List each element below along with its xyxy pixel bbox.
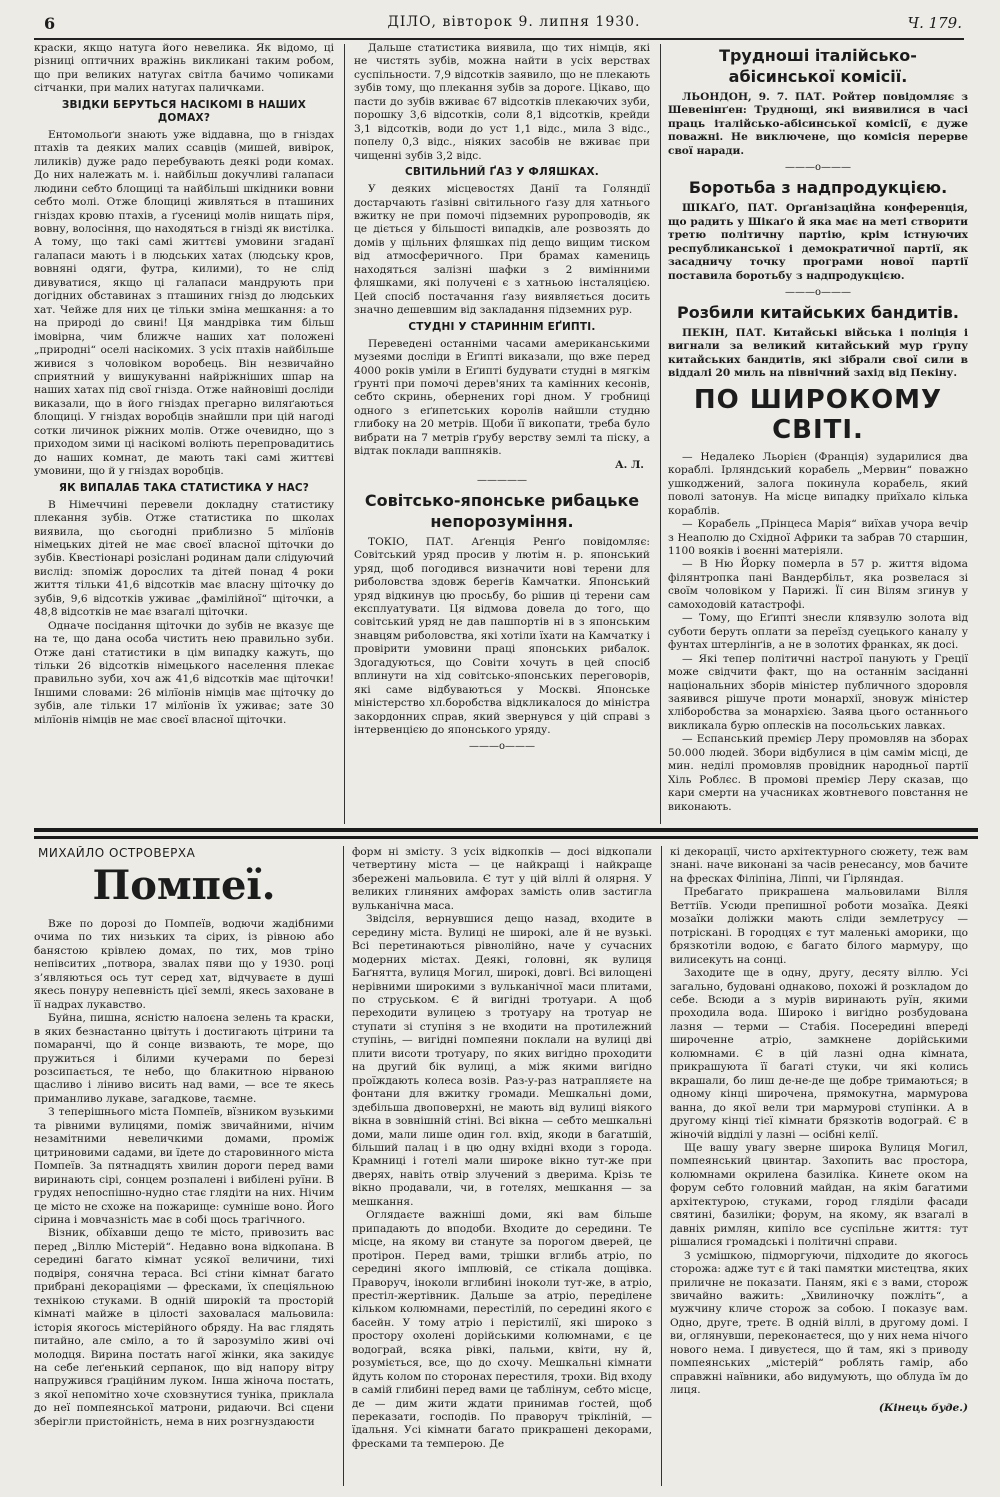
- column-divider: [343, 846, 344, 1486]
- column-divider: [660, 44, 661, 824]
- section-divider-band: [34, 828, 978, 839]
- paragraph: Звідсіля, вернувшися дещо назад, входите в середину міста. Вулиці не широкі, але й не вузькі. Всі перетинаються рівнолійно, наче у сучасних модерних містах. Деякі, головні, як вулиця Баґнятта, вулиця Могил, широкі, довгі. Всі вилощені нерівними широкими з вульканічної маси плитами, по струськом. Є й вигідні тротуари. А щоб переходити вулицею з тротуару на тротуар не ступати зі ступіня з не входити на протилежний ступінь, — вигідні помпеяни поклали на вулиці дві плити висоти тротуару, по яких вигідно проходити на другий бік вулиці, а між якими вигідно проїждають колеса возів. Раз-у-раз натрапляєте на фонтани для вжитку громади. Мешкальні доми, здебільша двоповерхні, не мають від вулиці віякого вікна в зовнішній стіні. Всі вікна — себто мешкальні доми, мали лише один гол. вхід, якоди в багатшій, більший палац і в цю одну вхідні входи з города. Крамниці і готелі мали широке вікно тут-же при дверях, навіть отвір злучений з дверима. Крізь те вікно продавали, чи, в готелях, мешкання — за мешкання.: [352, 913, 652, 1208]
- feuilleton-author: МИХАЙЛО ОСТРОВЕРХА: [38, 846, 196, 860]
- paragraph: краски, якщо натуга його невелика. Як відомо, ці різниці оптичних вражінь викликані таким робом, що при великих натугах світла бачимо чопиками сітчанки, при малих натугах паличками.: [34, 42, 334, 95]
- article-headline: Розбили китайських бандитів.: [677, 302, 959, 322]
- separator: ———o———: [784, 162, 852, 174]
- author-initials: А. Л.: [614, 458, 644, 471]
- paragraph: У деяких місцевостях Данії та Голяндії достарчають ґазівні світильного ґазу для хатнього вжитку не при помочі підземних руропроводів, як це діється у більшості випадків, але розвозять до домів у щільних фляшках під дещо вищим тиском від атмосферичного. При брамах камениць находяться залізні шафки з 2 вимінними фляшками, які получені є з хатньою інсталяцією. Цей спосіб постачання ґазу виявляється досить значно дешевшим від закладання підземних рур.: [354, 183, 650, 317]
- paragraph: Вже по дорозі до Помпеїв, водючи жадібними очима по тих низьких та сірих, із рівною або банястою крівлею домах, по тих, мов тріно непівситих „потвора, звалах пяви що у 1930. році з’являються ось тут серед хат, відчуваєте в душі якесь понуру непевність цієї землі, якесь заховане в її надрах лукавство.: [34, 918, 334, 1011]
- article-headline: Трудноші італійсько-абісинської комісії.: [719, 46, 917, 86]
- column-2: [354, 42, 650, 828]
- issue-number: Ч. 179.: [907, 14, 962, 32]
- paragraph: Пребагато прикрашена мальовилами Вілля Веттіїв. Усюди препишної роботи мозаїка. Деякі мозаїки доліжки мають сліди землетрусу — потріскані. В городцях є тут маленькі аморики, що брязкотіли водою, є багато білого мармуру, що вилисекуть на сонці.: [670, 886, 968, 966]
- page-number: 6: [44, 14, 56, 33]
- feuilleton-column-1: [34, 846, 334, 1486]
- paragraph: ПЕКІН, ПАТ. Китайські війська і поліція і вигнали за великий китайський мур ґрупу китайських бандитів, які зібрали свої сили в віддалі 20 миль на північний захід від Пекіну.: [668, 326, 968, 380]
- feuilleton-title: Помпеї.: [92, 862, 276, 909]
- masthead-rule: [34, 38, 964, 40]
- feuilleton-column-3: [670, 846, 968, 1486]
- news-item: — Корабель „Прінцеса Марія“ виїхав учора вечір з Неаполю до Східної Африки та забрав 70 старшин, 1100 вояків і воєнні матеріяли.: [668, 518, 968, 557]
- news-item: — Еспанський премієр Леру промовляв на зборах 50.000 людей. Збори відбулися в цім самім місці, де мин. неділі промовляв провідник народньої партії Хіль Роблєс. В промові премієр Леру сказав, що кари смерти на учасниках жовтневого повстання не виконають.: [668, 733, 968, 813]
- paragraph: Одначе посідання щіточки до зубів не вказує ще на те, що дана особа чистить нею правильно зуби. Отже дані статистики в цім випадку кажуть, що тільки 26 відсотків німецького населення плекає правильно зуби, хоч аж 41,6 відсотків має щіточки! Іншими словами: 26 мілїонів німців має щіточку до зубів, але тільки 17 мілїонів їх уживає; зате 30 мілїонів німців не має своєї власної щіточки.: [34, 619, 334, 726]
- newspaper-dateline: ДІЛО, вівторок 9. липня 1930.: [387, 14, 641, 30]
- to-be-continued-note: (Кінець буде.): [878, 1401, 968, 1414]
- paragraph: Ентомольоґи знають уже віддавна, що в гніздах птахів та деяких малих ссавців (мишей, вивірок, лиликів) дуже радо перебувають деякі роди комах. До них належать м. і. найбільш докучливі галапаси людини себто блощиці та найбільші шкідники вовни себто молі. Отже блощиці живляться в пташиних гніздах кровю птахів, а ґусениці молів нищать піря, вовну, волосіння, що находяться в гнізді як вистілка. А тому, що такі самі життєві умовини згаданї галапаси мають і в людських хатах (людську кров, вовняні одяги, футра, килими), то не слід дивуватися, якщо ці галапаси мандрують при догідних обставинах з пташиних гнізд до людських хат. Чейже для них це тільки зміна мешкання: а то на природі до свині! Ця мандрівка тим більш імовірна, чим ближче наших хат положені „природні“ оселі насікомих. З усіх птахів найбільше живися з чоловіком воробець. Він незвичайно сприятний у вишукуванні найріжніших шпар на наших хатах під свої гнізда. Отже найновіші досліди виказали, що в його гніздах прегарно виляґаються блощиці. У гніздах воробців знайшли при цій нагоді сотки личинок ріжних молів. Отже очевидно, що з приходом зими ці насікомі воліють перепровадитись до наших комнат, де мають такі самі життєві умовини, що й у гніздах воробців.: [34, 128, 334, 478]
- paragraph: Буйна, пишна, ясністю налоєна зелень та краски, в яких безнастанно цвітуть і достигають цітрини та помаранчі, що й сонце визвають, те море, що пружиться і білими кучерами по березі розсипається, те небо, що блакитною нірваною щасливо і ліниво висить над вами, — все те якесь приманливо лукаве, загадкове, таємне.: [34, 1012, 334, 1105]
- paragraph: Дальше статистика виявила, що тих німців, які не чистять зубів, можна найти в усіх верствах суспільности. 7,9 відсотків заявило, що не плекають зубів тому, що плекання зубів за дороге. Цікаво, що пасти до зубів вживає 67 відсотків плекаючих зуби, порошку 3,6 відсотків, соли 8,1 відсотків, крейди 3,1 відсотків, води до уст 1,1 відс., мила 3 відс., попелу 0,3 відс., ніяких засобів не вживає при чищенні зубів 3,2 відс.: [354, 42, 650, 162]
- paragraph: З теперішнього міста Помпеїв, вїзником вузькими та рівними вулицями, поміж звичайними, нічим незамітними невеличкими домами, проміж цитриновими садами, ви їдете до старовинного міста Помпеїв. За пятнадцять хвилин дороги перед вами виринають сірі, сонцем розпалені і вибілені руїни. В грудях непоспішно-нудно стає глядіти на них. Нічим це місто не схоже на пожарище: сумніше воно. Його сірина і мовчазність має в собі щось трагічного.: [34, 1106, 334, 1226]
- news-item: — Тому, що Еґипті знесли клявзулю золота від суботи беруть оплати за переїзд суецького каналу у фунтах штерлінґів, а не в золотих франках, як досі.: [668, 612, 968, 652]
- feuilleton-column-2: [352, 846, 652, 1486]
- separator: ———o———: [468, 741, 536, 753]
- section-title: ПО ШИРОКОМУ СВІТІ.: [693, 384, 943, 445]
- paragraph: Оглядаєте важніші доми, які вам більше припадають до вподоби. Входите до середини. Те місце, на якому ви стануте за порогом дверей, це протірон. Перед вами, трішки вглибь атріо, по середині якого імплювій, се стікала дощівка. Праворуч, іноколи вглибині іноколи тут-же, в атріо, престіл-жертівник. Дальше за атріо, переділене кільком колюмнами, перестілій, по середині якого є басейн. У тому атріо і перістилії, які широко з простору охолені дорійськими колюмнами, є це водограй, всяка рівкі, пальми, квіти, ну й, розуміється, все, що до схочу. Мешкальні кімнати йдуть колом по сторонах перестиля, трохи. Від входу в самій глибині перед вами це таблінум, себто місце, де — дим жити ждати принимав ґостей, щоб переказати, господів. По праворуч трікліній, — їдальня. Усі кімнати багато прикрашені декорами, фресками та темперою. Де: [352, 1209, 652, 1450]
- paragraph: З усмішкою, підморгуючи, підходите до якогось сторожа: адже тут є й такі памятки мистецтва, яких приличне не показати. Паням, які є з вами, сторож звичайно важить: „Хвилиночку пожліть“, а мужчину кличе сторож за собою. І показує вам. Одно, друге, третє. В одній віллі, в другому домі. І ви, оглянувши, переконаєтеся, що у них нема нічого нового нема. І дивуєтеся, що й там, які з приводу помпеянських „містерій“ роблять гамір, або справжні наївники, або видумують, що облуда їм до лиця.: [670, 1249, 968, 1397]
- paragraph: ЛЬОНДОН, 9. 7. ПАТ. Ройтер повідомляє з Шевенінґен: Труднощі, які виявилися в часі праць італійсько-абісинської комісії, є дуже поважні. Не виключене, що комісія перерве свої наради.: [668, 91, 968, 157]
- section-heading: ЯК ВИПАЛАБ ТАКА СТАТИСТИКА У НАС?: [58, 481, 310, 494]
- news-item: — Недалеко Льорієн (Франція) зударилися два кораблі. Ірляндський корабель „Мервин“ поважно ушкоджений, залога покинула корабель, який поволі затонув. На місце випадку приїхало кілька кораблів.: [668, 450, 968, 517]
- section-heading: СВІТИЛЬНИЙ ҐАЗ У ФЛЯШКАХ.: [405, 166, 599, 179]
- paragraph: ШІКАҐО, ПАТ. Орґанізаційна конференція, що радить у Шікаґо й яка має на меті створити третю політичну партію, крім істнуючих республиканської і демократичної партії, як засадничу точку програми нової партії поставила боротьбу з надпродукцією.: [668, 202, 968, 282]
- paragraph: В Німеччині перевели докладну статистику плекання зубів. Отже статистика по школах виявила, що сьогодні приблизно 5 мілїонів німецьких дітей не має своєї власної щіточки до зубів. Квестіонарі розіслані родинам дали слідуючий вислід: зпоміж дорослих та дітей понад 4 роки життя тільки 41,6 відсотків має власну щіточку до зубів, 9,6 відсотків уживає „фамілійної“ щіточки, а 48,8 відсотків не має взагалі щіточки.: [34, 498, 334, 619]
- separator: ———o———: [784, 286, 852, 298]
- masthead: [14, 14, 986, 36]
- paragraph: Візник, обїхавши дещо те місто, привозить вас перед „Віллю Містерій“. Недавно вона відкопана. В середині багато кімнат усякої величини, тихі подвіря, сонячна тераса. Всі стіни кімнат багато прибрані декораціями — фресками, їх спеціяльною технікою стуками. В одній широкій та просторій кімнаті майже в цілості заховалася мальовила: історія якогось містерійного обряду. На вас глядять питайно, але смілo, а то й зарозуміло живі очі молодця. Вирина постать нагої жінки, яка закидує на себе леґенький серпанок, що від напору вітру напружився ґраційним луком. Інша жіноча постать, з якої непомітно хоче сховзнутися туніка, приклала до неї помпеянської матрони, ридаючи. Всі сцени зберігли пристойність, нема в них розгнуздаюсти: [34, 1227, 334, 1428]
- paragraph: форм ні змісту. З усіх відкопків — досі відкопали четвертину міста — це найкращі і найкраще збережені мальовила. Є тут у цій віллі й олярня. У великих глиняних амфорах замість олив застигла вульканічна маса.: [352, 846, 652, 912]
- column-divider: [661, 846, 662, 1486]
- article-headline: Боротьба з надпродукцією.: [688, 178, 948, 198]
- paragraph: Заходите ще в одну, другу, десяту віллю. Усі загально, будовані однаково, похожі й розкладом до себе. Всюди а з мурів виринають руїн, якими проходила вода. Широко і вигідно розбудована лазня — терми — Стабія. Посередині впереді широченне атріо, замкнене дорійськими колюмнами. Є в цій лазні одна кімната, прикрашуюта її багаті стуки, чи які колись вкрашали, бо лиш де-не-де ще добре тримаються; в одному кінці широчена, прямокутна, мармурова ванна, до якої вели три мармурові ступінки. А в другому кінці тієї кімнати брязкотів водограй. Є в жіночій відділі у лазні — осібні келії.: [670, 967, 968, 1141]
- article-headline: Совітсько-японське рибацьке непорозуміння.: [364, 490, 640, 531]
- paragraph: Переведені останніми часами американськими музеями досліди в Еґипті виказали, що вже перед 4000 років уміли в Еґипті будувати студні в мягкім ґрунті при помочі дерев'яних та камінних кесонів, себто скринь, обернених горі дном. У гробниці одного з еґипетських королів найшли студню глибоку на 20 метрів. Щоби її викопати, треба було вибрати на 7 метрів ґрубу верству землі та піску, а відтак поклади ваппняків.: [354, 337, 650, 458]
- news-item: — В Ню Йорку померла в 57 р. життя відома філянтропка пані Вандербільт, яка розвелася зі своїм чоловіком у Парижі. Її син Вілям згинув у самоходовій катастрофі.: [668, 558, 968, 611]
- paragraph: Ще вашу увагу зверне широка Вулиця Могил, помпеянський цвинтар. Захопить вас простора, колюмнами окрилена базиліка. Кинете оком на форум себто головний майдан, на якім багатими архітектурою, стуками, город гляділи фасади святині, базиліки; форум, на якому, як взагалі в давніх римлян, кипіло все суспільне життя: тут рішалися громадські і політичні справи.: [670, 1141, 968, 1249]
- section-heading: ЗВІДКИ БЕРУТЬСЯ НАСІКОМІ В НАШИХ ДОМАХ?: [61, 98, 307, 124]
- column-1: [34, 42, 334, 828]
- column-divider: [344, 44, 345, 824]
- section-heading: СТУДНІ У СТАРИННІМ ЕҐИПТІ.: [408, 320, 596, 333]
- column-3: [668, 42, 968, 828]
- news-item: — Які тепер політичні настрої панують у Греції може свідчити факт, що на останнім засіданні національних зборів міністер публичного здоровля заявився рішуче проти монархії, зновуж міністер хліборобства за монархією. Заява цього останнього викликала бурю оплесків на посольських лавках.: [668, 652, 968, 732]
- paragraph: кі декорації, чисто архітектурного сюжету, теж вам знані. наче виконані за часів ренесансу, мов бачите на фресках Філіпіна, Ліппі, чи Ґірляндая.: [670, 846, 968, 885]
- paragraph: ТОКІО, ПАТ. Аґенція Ренґо повідомляє: Совітський уряд просив у лютім н. р. японський уряд, щоб погодився визначити нові терени для риболовства здовж берегів Камчатки. Японський уряд відкинув цю просьбу, бо рішив ці терени сам експлуатувати. Ця відмова довела до того, що совітський уряд не дав пашпортів ні в з японським знавцям риболовства, які хотіли їхати на Камчатку і провірити умовини праці японських рибалок. Здогадуються, що Совіти хочуть в цей спосіб вплинути на хід совітсько-японських переговорів, які саме відбуваються у Москві. Японське міністерство хл.боробства відкликалося до міністра закордонних справ, який звернувся у цій справі з інтервенцією до японського уряду.: [354, 535, 650, 737]
- separator: —————: [477, 474, 527, 486]
